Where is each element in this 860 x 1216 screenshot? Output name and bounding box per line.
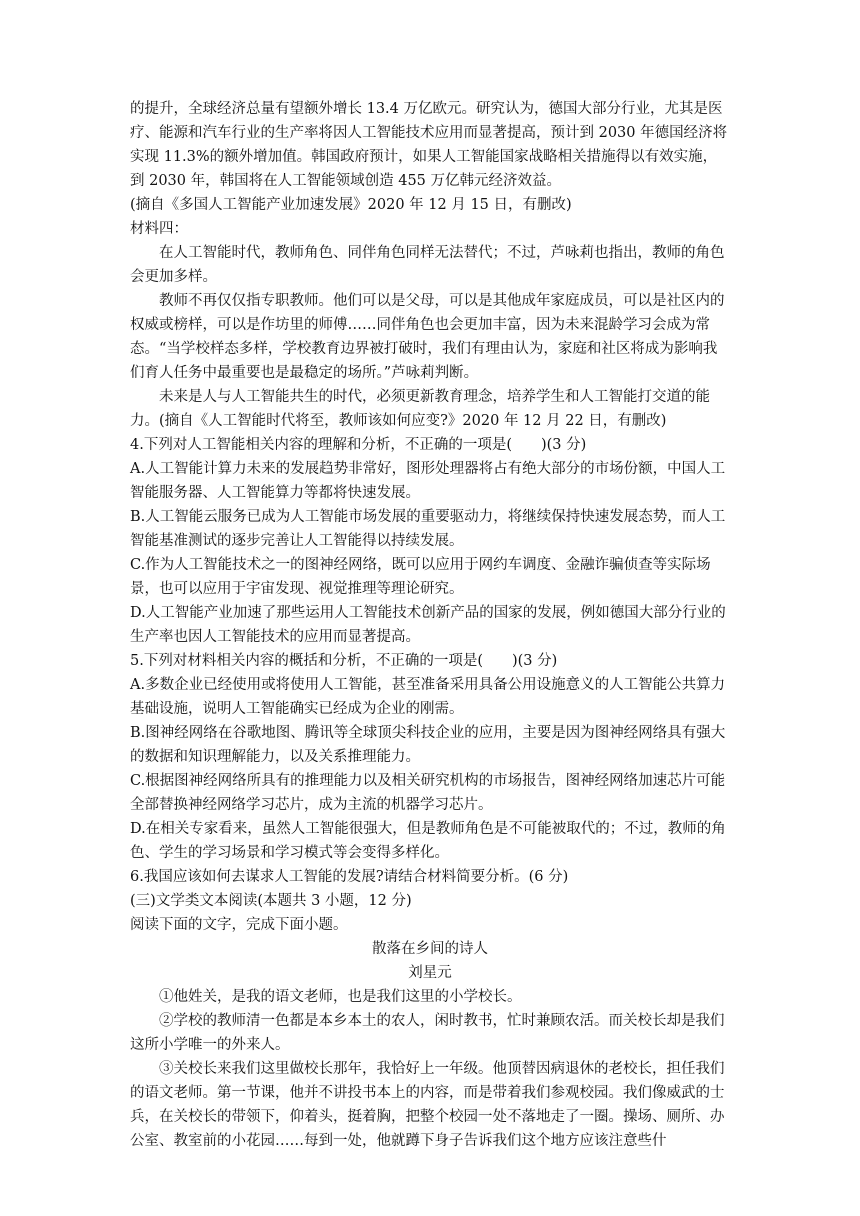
- heading: 散落在乡间的诗人: [372, 941, 488, 957]
- paragraph: 未来是人与人工智能共生的时代，必须更新教育理念，培养学生和人工智能打交道的能力。(摘自《人工智能时代将至，教师该如何应变?》2020 年 12 月 22 日，有删改): [130, 389, 710, 429]
- paragraph: 的提升，全球经济总量有望额外增长 13.4 万亿欧元。研究认为，德国大部分行业，尤其是医疗、能源和汽车行业的生产率将因人工智能技术应用而显著提高，预计到 2030 年德国经济将实现 11.3%的额外增加值。韩国政府预计，如果人工智能国家战略相关措施得以有效实施，到 2030 年，韩国将在人工智能领域创造 455 万亿韩元经济效益。: [130, 101, 728, 189]
- paragraph: ②学校的教师清一色都是本乡本土的农人，闲时教书，忙时兼顾农活。而关校长却是我们这所小学唯一的外来人。: [130, 1013, 725, 1053]
- paragraph: B.人工智能云服务已成为人工智能市场发展的重要驱动力，将继续保持快速发展态势，而人工智能基准测试的逐步完善让人工智能得以持续发展。: [130, 509, 726, 549]
- heading: 刘星元: [408, 965, 452, 981]
- paragraph: D.在相关专家看来，虽然人工智能很强大，但是教师角色是不可能被取代的；不过，教师的角色、学生的学习场景和学习模式等会变得多样化。: [130, 821, 726, 861]
- paragraph: 材料四：: [130, 221, 188, 237]
- paragraph: 5.下列对材料相关内容的概括和分析，不正确的一项是( )(3 分): [130, 653, 558, 669]
- paragraph: 阅读下面的文字，完成下面小题。: [130, 917, 348, 933]
- paragraph: D.人工智能产业加速了那些运用人工智能技术创新产品的国家的发展，例如德国大部分行业的生产率也因人工智能技术的应用而显著提高。: [130, 605, 726, 645]
- paragraph: ③关校长来我们这里做校长那年，我恰好上一年级。他顶替因病退休的老校长，担任我们的语文老师。第一节课，他并不讲投书本上的内容，而是带着我们参观校园。我们像威武的士兵，在关校长的带领下，仰着头，挺着胸，把整个校园一处不落地走了一圈。操场、厕所、办公室、教室前的小花园……每到一处，他就蹲下身子告诉我们这个地方应该注意些什: [130, 1061, 725, 1149]
- paragraph: 6.我国应该如何去谋求人工智能的发展?请结合材料简要分析。(6 分): [130, 869, 569, 885]
- paragraph: A.多数企业已经使用或将使用人工智能，甚至准备采用具备公用设施意义的人工智能公共算力基础设施，说明人工智能确实已经成为企业的刚需。: [130, 677, 726, 717]
- paragraph: 在人工智能时代，教师角色、同伴角色同样无法替代；不过，芦咏莉也指出，教师的角色会更加多样。: [130, 245, 725, 285]
- document-page: [130, 97, 730, 1153]
- paragraph: C.根据图神经网络所具有的推理能力以及相关研究机构的市场报告，图神经网络加速芯片可能全部替换神经网络学习芯片，成为主流的机器学习芯片。: [130, 773, 726, 813]
- paragraph: ①他姓关，是我的语文老师，也是我们这里的小学校长。: [159, 989, 522, 1005]
- paragraph: B.图神经网络在谷歌地图、腾讯等全球顶尖科技企业的应用，主要是因为图神经网络具有强大的数据和知识理解能力，以及关系推理能力。: [130, 725, 726, 765]
- paragraph: 教师不再仅仅指专职教师。他们可以是父母，可以是其他成年家庭成员，可以是社区内的权威或榜样，可以是作坊里的师傅……同伴角色也会更加丰富，因为未来混龄学习会成为常态。“当学校样态多样，学校教育边界被打破时，我们有理由认为，家庭和社区将成为影响我们育人任务中最重要也是最稳定的场所。”芦咏莉判断。: [130, 293, 725, 381]
- paragraph: 4.下列对人工智能相关内容的理解和分析，不正确的一项是( )(3 分): [130, 437, 587, 453]
- paragraph: (三)文学类文本阅读(本题共 3 小题，12 分): [130, 893, 412, 909]
- paragraph: A.人工智能计算力未来的发展趋势非常好，图形处理器将占有绝大部分的市场份额，中国人工智能服务器、人工智能算力等都将快速发展。: [130, 461, 726, 501]
- paragraph: (摘自《多国人工智能产业加速发展》2020 年 12 月 15 日，有删改): [130, 197, 572, 213]
- paragraph: C.作为人工智能技术之一的图神经网络，既可以应用于网约车调度、金融诈骗侦查等实际场景，也可以应用于宇宙发现、视觉推理等理论研究。: [130, 557, 711, 597]
